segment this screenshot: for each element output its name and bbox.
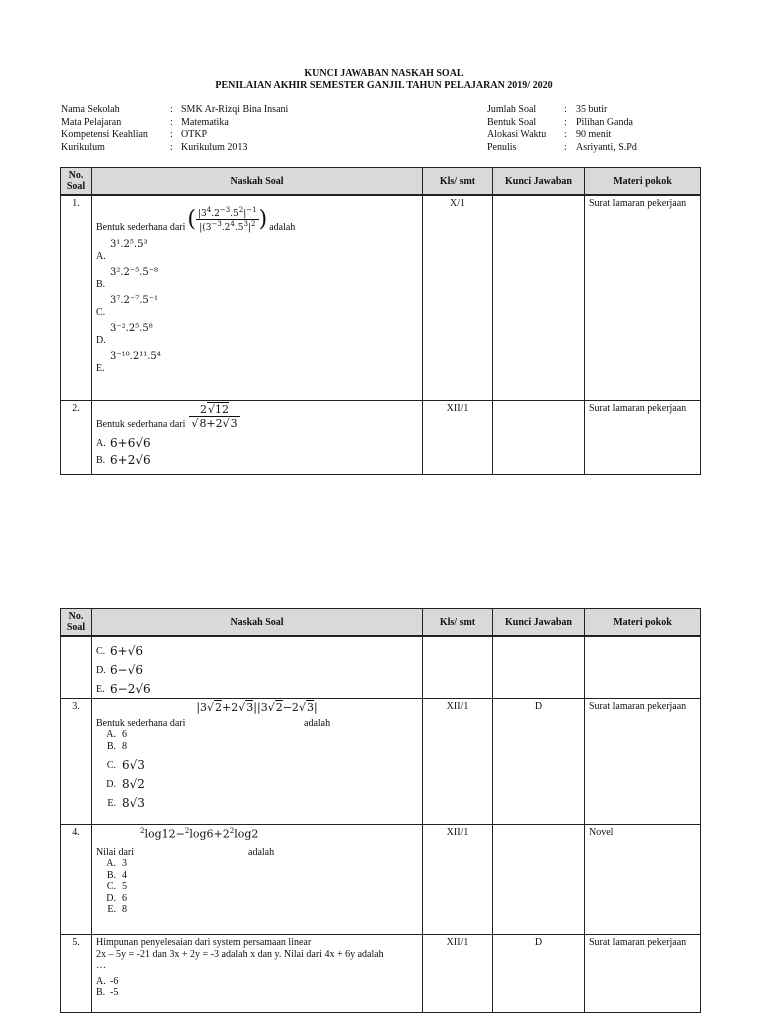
answer-key xyxy=(493,400,585,474)
question-text xyxy=(92,935,423,1013)
option-d: D. 6−√6 xyxy=(96,663,143,677)
meta-value: Pilihan Ganda xyxy=(576,116,633,128)
option-b: B. 3².2⁻⁵.5⁻⁸ xyxy=(96,267,159,290)
class-semester: XII/1 xyxy=(423,825,493,935)
topic: Surat lamaran pekerjaan xyxy=(585,935,701,1013)
question-suffix: adalah xyxy=(248,847,275,858)
doc-title: KUNCI JAWABAN NASKAH SOAL xyxy=(304,68,464,79)
meta-label: Kompetensi Keahlian xyxy=(61,129,148,140)
option-b: B. 8 xyxy=(106,740,127,752)
option-d: D. 8√2 xyxy=(106,776,145,791)
col-kunci: Kunci Jawaban xyxy=(493,609,585,637)
question-line: Himpunan penyelesaian dari system persamaan linear xyxy=(96,937,312,948)
meta-value: Kurikulum 2013 xyxy=(181,141,248,153)
answer-key xyxy=(493,825,585,935)
expression: ( $\frac{|3^4.2^{-3}.5^2|^{-1}}{|(3^{-3}.2^4.5^3|^2}$ ) xyxy=(187,206,268,233)
expression: 2√ 12 √ 8+2√ 3 xyxy=(189,403,239,430)
question-number: 4. xyxy=(61,825,92,935)
doc-subtitle: PENILAIAN AKHIR SEMESTER GANJIL TAHUN PELAJARAN 2019/ 2020 xyxy=(215,80,553,91)
option-a: A. 6+6√6 xyxy=(96,435,151,450)
meta-value: OTKP xyxy=(181,129,208,140)
meta-label: Mata Pelajaran xyxy=(61,116,122,128)
answer-table-2 xyxy=(60,608,701,1013)
meta-sep: : xyxy=(170,129,173,140)
class-semester: X/1 xyxy=(423,195,493,400)
class-semester: XII/1 xyxy=(423,400,493,474)
answer-key: D xyxy=(493,699,585,825)
expression: |3√ 2+2√ 3||3√ 2−2√ 3| xyxy=(96,701,418,714)
class-semester: XII/1 xyxy=(423,699,493,825)
answer-table-1 xyxy=(60,167,701,475)
meta-sep: : xyxy=(564,141,567,153)
option-a: A. 6 xyxy=(106,729,127,740)
question-text xyxy=(92,636,423,699)
meta-value: Asriyanti, S.Pd xyxy=(576,141,637,153)
option-a: A. -6 xyxy=(96,975,119,987)
option-c: C. 3⁷.2⁻⁷.5⁻¹ xyxy=(96,295,159,318)
meta-right xyxy=(487,104,637,154)
question-text xyxy=(92,400,423,474)
option-d: D. 6 xyxy=(106,892,127,904)
question-text xyxy=(92,195,423,400)
topic: Novel xyxy=(585,825,701,935)
meta-sep: : xyxy=(170,104,173,115)
meta-label: Penulis xyxy=(487,141,517,153)
question-suffix: adalah xyxy=(304,718,331,729)
table-row xyxy=(61,636,701,699)
meta-label: Jumlah Soal xyxy=(487,104,537,115)
option-e: E. 6−2√6 xyxy=(96,682,151,696)
col-materi: Materi pokok xyxy=(585,609,701,637)
option-c: C. 6√3 xyxy=(106,757,145,772)
option-e: E. 3⁻¹⁰.2¹¹.5⁴ xyxy=(96,351,161,374)
meta-sep: : xyxy=(564,129,567,140)
meta-label: Kurikulum xyxy=(61,141,105,153)
topic: Surat lamaran pekerjaan xyxy=(585,195,701,400)
question-number: 1. xyxy=(61,195,92,400)
question-line: … xyxy=(96,960,106,971)
class-semester: XII/1 xyxy=(423,935,493,1013)
table-row xyxy=(61,825,701,935)
expression: $^2\log 12-^2\log 6+2^2\log 2$ xyxy=(140,827,259,841)
question-text xyxy=(92,825,423,935)
col-kunci: Kunci Jawaban xyxy=(493,168,585,196)
answer-key: D xyxy=(493,935,585,1013)
option-a: A. 3 xyxy=(106,858,127,869)
meta-sep: : xyxy=(170,141,173,153)
col-no: No. Soal xyxy=(61,609,92,637)
question-text xyxy=(92,699,423,825)
meta-sep: : xyxy=(564,104,567,115)
question-number: 2. xyxy=(61,400,92,474)
table-row xyxy=(61,699,701,825)
meta-left xyxy=(61,104,288,154)
option-b: B. -5 xyxy=(96,987,119,998)
option-d: D. 3⁻².2⁵.5⁸ xyxy=(96,323,153,346)
question-prefix: Bentuk sederhana dari xyxy=(96,418,186,430)
question-number: 5. xyxy=(61,935,92,1013)
meta-label: Alokasi Waktu xyxy=(487,129,547,140)
col-naskah: Naskah Soal xyxy=(92,168,423,196)
option-c: C. 5 xyxy=(106,881,127,892)
table-row xyxy=(61,935,701,1013)
answer-key xyxy=(493,195,585,400)
question-line: 2x – 5y = -21 dan 3x + 2y = -3 adalah x dan y. Nilai dari 4x + 6y adalah xyxy=(96,948,384,960)
question-prefix: Nilai dari xyxy=(96,847,135,858)
question-prefix: Bentuk sederhana dari xyxy=(96,718,186,729)
option-e: E. 8√3 xyxy=(107,795,145,810)
col-materi: Materi pokok xyxy=(585,168,701,196)
meta-value: 90 menit xyxy=(576,129,612,140)
meta-value: 35 butir xyxy=(576,104,608,115)
meta-sep: : xyxy=(170,116,173,128)
topic: Surat lamaran pekerjaan xyxy=(585,699,701,825)
meta-value: SMK Ar-Rizqi Bina Insani xyxy=(181,104,289,115)
meta-sep: : xyxy=(564,116,567,128)
option-c: C. 6+√6 xyxy=(96,644,143,658)
question-number: 3. xyxy=(61,699,92,825)
meta-value: Matematika xyxy=(181,116,229,128)
option-b: B. 6+2√6 xyxy=(96,452,151,467)
option-b: B. 4 xyxy=(106,869,127,881)
topic: Surat lamaran pekerjaan xyxy=(585,400,701,474)
table-row xyxy=(61,400,701,474)
col-kls: Kls/ smt xyxy=(423,609,493,637)
table-row xyxy=(61,195,701,400)
col-naskah: Naskah Soal xyxy=(92,609,423,637)
meta-label: Bentuk Soal xyxy=(487,116,537,128)
meta-label: Nama Sekolah xyxy=(61,104,120,115)
question-prefix: Bentuk sederhana dari xyxy=(96,222,186,233)
question-suffix: adalah xyxy=(269,222,296,233)
option-a: A. 3¹.2⁵.5³ xyxy=(96,239,148,262)
option-e: E. 8 xyxy=(107,904,127,915)
col-no: No. Soal xyxy=(61,168,92,196)
col-kls: Kls/ smt xyxy=(423,168,493,196)
